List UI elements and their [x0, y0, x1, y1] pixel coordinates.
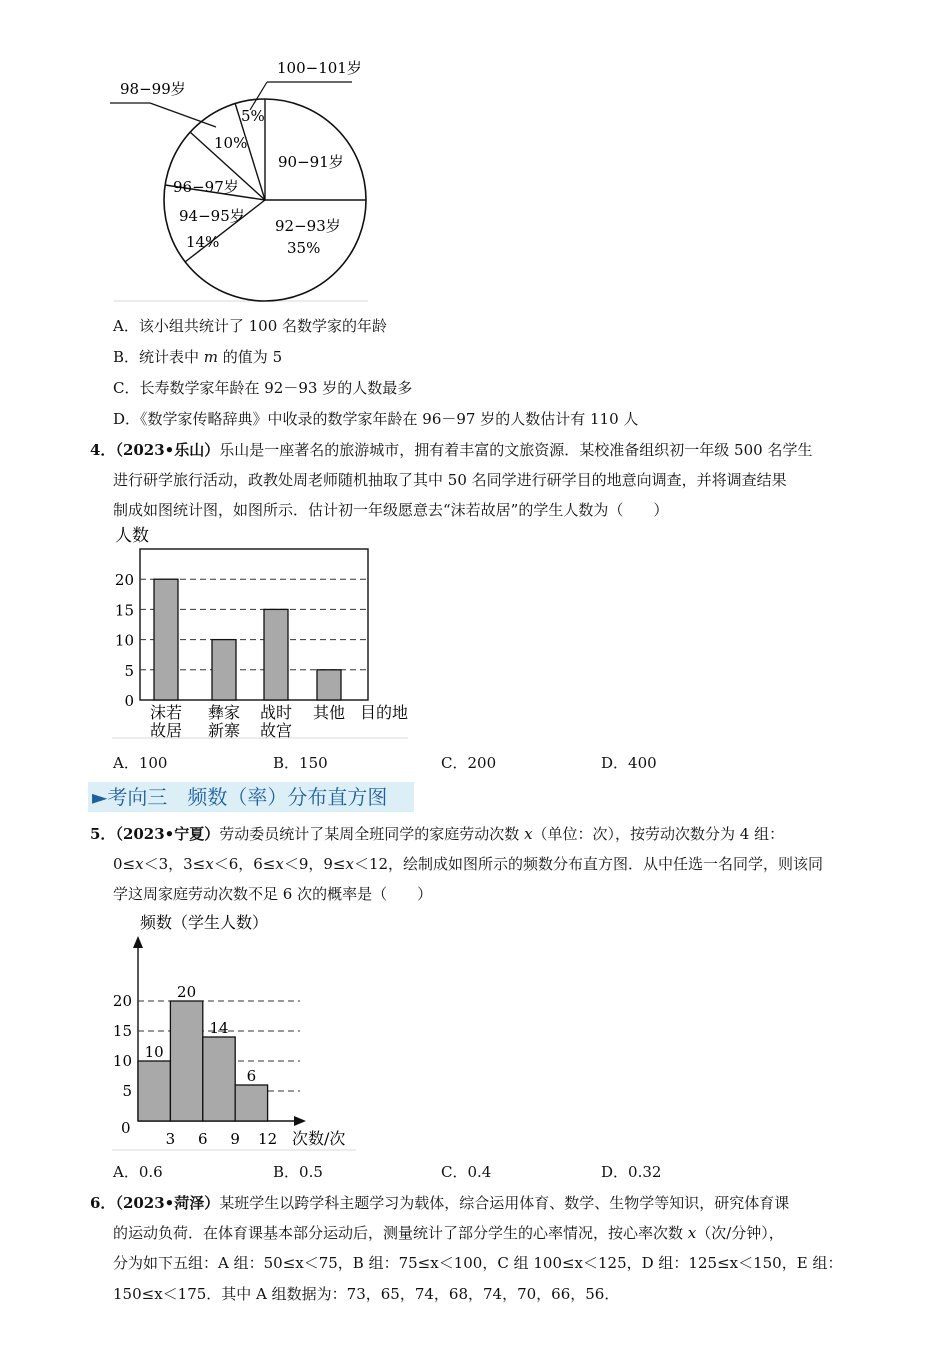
- histogram-ylabel: 频数（学生人数）: [140, 913, 269, 932]
- q3-option-c: C．长寿数学家年龄在 92－93 岁的人数最多: [113, 379, 413, 397]
- category-label: 故宫: [259, 721, 293, 740]
- histogram-bar-1: [138, 1061, 170, 1121]
- category-label: 战时: [259, 703, 293, 722]
- x-tick-12: 12: [258, 1130, 278, 1148]
- q4-option-c: C．200: [441, 754, 497, 772]
- var-x: x: [205, 855, 214, 873]
- slice-label-94-95: 94−95岁: [179, 207, 245, 225]
- q4-option-d: D．400: [601, 754, 657, 772]
- q5-option-a: A．0.6: [113, 1163, 163, 1181]
- q4-line-2: 进行研学旅行活动，政教处周老师随机抽取了其中 50 名同学进行研学目的地意向调查，并将调查结果: [113, 471, 787, 489]
- x-tick-3: 3: [165, 1130, 176, 1148]
- var-x: x: [687, 1224, 697, 1242]
- range-1: 0≤: [113, 855, 136, 873]
- category-label: 沫若: [149, 703, 183, 722]
- slice-label-98-99: 98−99岁: [120, 80, 186, 98]
- x-axis-arrow: [294, 1116, 306, 1126]
- q6-line-4: 150≤x＜175．其中 A 组数据为：73，65，74，68，74，70，66，56．: [113, 1285, 620, 1303]
- pie-chart: [110, 55, 370, 305]
- bar-2: [212, 640, 236, 700]
- category-label: 其他: [312, 703, 346, 722]
- q5-option-d: D．0.32: [601, 1163, 662, 1181]
- slice-label-100-101: 100−101岁: [277, 59, 362, 77]
- q5-number: 5．: [90, 825, 116, 843]
- category-label: 彝家: [207, 703, 241, 722]
- range-4: ＜9，9≤: [283, 855, 346, 873]
- q3-option-a: A．该小组共统计了 100 名数学家的年龄: [113, 317, 388, 335]
- histogram-bar-4: [235, 1085, 267, 1121]
- bar-chart-xlabel: 目的地: [360, 703, 409, 722]
- q4-option-b: B．150: [273, 754, 328, 772]
- q3-option-b-pre: B．统计表中: [113, 348, 204, 366]
- y-axis-arrow: [133, 936, 143, 948]
- q4-text-1: 乐山是一座著名的旅游城市，拥有着丰富的文旅资源．某校准备组织初一年级 500 名学生: [219, 441, 813, 459]
- section-title: ►考向三 频数（率）分布直方图: [92, 785, 388, 809]
- data-label-2: 20: [177, 983, 197, 1001]
- slice-label-90-91: 90−91岁: [278, 153, 344, 171]
- x-tick-9: 9: [230, 1130, 240, 1148]
- range-3: ＜6，6≤: [213, 855, 276, 873]
- bar-4: [317, 670, 341, 700]
- slice-percent-92-93: 35%: [287, 239, 321, 257]
- y-tick-5: 5: [122, 1082, 132, 1100]
- y-tick-5: 5: [124, 661, 134, 680]
- bar-chart-ylabel: 人数: [115, 526, 149, 546]
- q4-number: 4．: [90, 441, 116, 459]
- q6-line-3: 分为如下五组：A 组：50≤x＜75，B 组：75≤x＜100，C 组 100≤x＜125，D 组：125≤x＜150，E 组：: [113, 1254, 843, 1272]
- q6-text-2b: （次/分钟），: [696, 1224, 784, 1242]
- q5-option-c: C．0.4: [441, 1163, 492, 1181]
- y-tick-10: 10: [112, 1052, 132, 1070]
- histogram-bar-3: [203, 1037, 235, 1121]
- x-tick-6: 6: [198, 1130, 208, 1148]
- bar-chart: [110, 522, 420, 742]
- q4-option-a: A．100: [113, 754, 168, 772]
- q6-tag: （2023•菏泽）: [115, 1194, 220, 1212]
- q3-option-d: D．《数学家传略辞典》中收录的数学家年龄在 96－97 岁的人数估计有 110 人: [113, 410, 639, 428]
- var-m: m: [203, 348, 219, 366]
- slice-percent-98-99: 10%: [214, 134, 248, 152]
- q3-option-b: [113, 347, 282, 367]
- histogram-bar-2: [170, 1001, 202, 1121]
- slice-label-96-97: 96−97岁: [173, 178, 239, 196]
- q5-line-1: [90, 824, 784, 844]
- var-x: x: [275, 855, 284, 873]
- data-label-1: 10: [144, 1043, 164, 1061]
- q6-line-2: [113, 1223, 784, 1243]
- q5-text-2: ＜12，绘制成如图所示的频数分布直方图．从中任选一名同学，则该同: [353, 855, 824, 873]
- slice-percent-100-101: 5%: [241, 107, 265, 125]
- q3-option-b-post: 的值为 5: [218, 348, 283, 366]
- y-tick-0: 0: [121, 1119, 131, 1137]
- range-2: ＜3，3≤: [143, 855, 206, 873]
- q5-line-2: [113, 854, 823, 874]
- y-tick-0: 0: [124, 692, 134, 710]
- y-tick-15: 15: [114, 601, 134, 620]
- category-label: 故居: [149, 721, 183, 740]
- bar-3: [264, 609, 288, 700]
- slice-percent-94-95: 14%: [186, 233, 220, 251]
- leader-line: [150, 103, 216, 127]
- q5-option-b: B．0.5: [273, 1163, 323, 1181]
- data-label-4: 6: [246, 1067, 257, 1085]
- histogram-chart: [110, 908, 360, 1154]
- y-tick-20: 20: [112, 992, 132, 1010]
- q6-text-2a: 的运动负荷．在体育课基本部分运动后，测量统计了部分学生的心率情况，按心率次数: [113, 1224, 688, 1242]
- var-x: x: [524, 825, 533, 843]
- y-tick-20: 20: [114, 571, 134, 590]
- bar-1: [154, 579, 178, 700]
- slice-label-92-93: 92−93岁: [275, 217, 341, 235]
- y-tick-10: 10: [114, 631, 134, 650]
- histogram-xlabel: 次数/次: [292, 1129, 346, 1148]
- q5-line-3: 学这周家庭劳动次数不足 6 次的概率是（ ）: [113, 885, 433, 903]
- q6-text-1: 某班学生以跨学科主题学习为载体，综合运用体育、数学、生物学等知识，研究体育课: [219, 1194, 790, 1212]
- q6-line-1: [90, 1193, 789, 1213]
- q6-number: 6．: [90, 1194, 116, 1212]
- data-label-3: 14: [209, 1019, 229, 1037]
- y-tick-15: 15: [112, 1022, 132, 1040]
- var-x: x: [135, 855, 144, 873]
- var-x: x: [345, 855, 354, 873]
- q5-text-1a: 劳动委员统计了某周全班同学的家庭劳动次数: [219, 825, 525, 843]
- q4-tag: （2023•乐山）: [115, 441, 220, 459]
- category-label: 新寨: [207, 721, 241, 740]
- q4-line-1: [90, 440, 812, 460]
- q5-tag: （2023•宁夏）: [115, 825, 220, 843]
- q4-line-3: 制成如图统计图，如图所示．估计初一年级愿意去“沫若故居”的学生人数为（ ）: [113, 501, 669, 519]
- q5-text-1b: （单位：次），按劳动次数分为 4 组：: [532, 825, 785, 843]
